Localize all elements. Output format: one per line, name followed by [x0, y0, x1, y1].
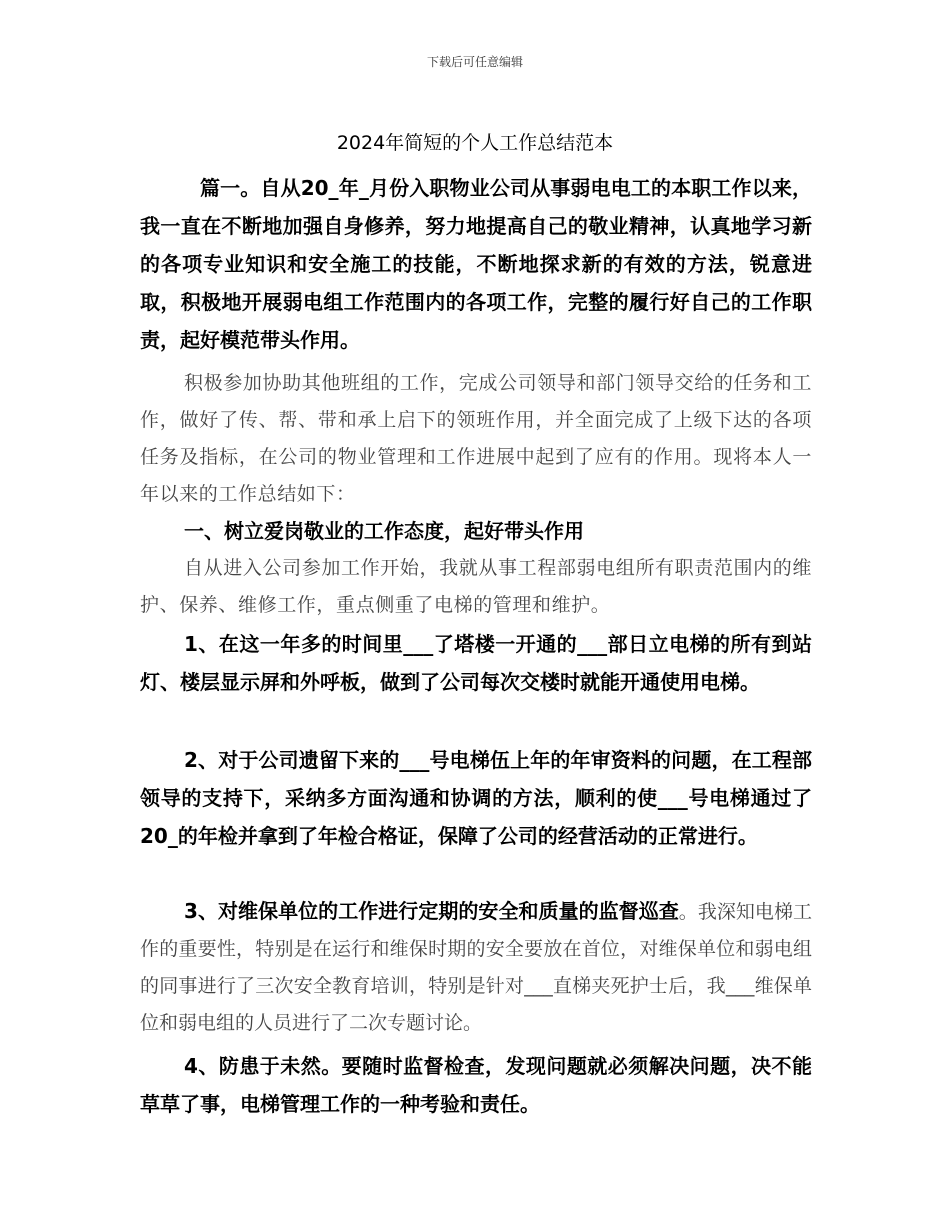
paragraph-text: 自从进入公司参加工作开始，我就从事工程部弱电组所有职责范围内的维护、保养、维修工作，重点侧重了电梯的管理和维护。 — [140, 557, 812, 616]
list-item-text: 2、对于公司遗留下来的___号电梯伍上年的年审资料的问题，在工程部领导的支持下，采纳多方面沟通和协调的方法，顺利的使___号电梯通过了20_的年检并拿到了年检合格证，保障了公司的经营活动的正常进行。 — [140, 748, 812, 848]
list-item-3 — [140, 893, 812, 1042]
list-item-1 — [140, 625, 812, 701]
heading-text: 一、树立爱岗敬业的工作态度，起好带头作用 — [184, 519, 584, 543]
paragraph-duties — [140, 550, 812, 624]
list-item-lead: 3、对维保单位的工作进行定期的安全和质量的监督巡查 — [184, 899, 679, 923]
section-heading-1 — [140, 512, 812, 550]
list-item-text: 4、防患于未然。要随时监督检查，发现问题就必须解决问题，决不能草草了事，电梯管理工作的一种考验和责任。 — [140, 1054, 812, 1116]
list-item-text: 1、在这一年多的时间里___了塔楼一开通的___部日立电梯的所有到站灯、楼层显示屏和外呼板，做到了公司每次交楼时就能开通使用电梯。 — [140, 632, 812, 694]
paragraph-overview — [140, 365, 812, 513]
list-item-2 — [140, 741, 812, 855]
paragraph-text: 篇一。自从20_年_月份入职物业公司从事弱电电工的本职工作以来，我一直在不断地加强自身修养，努力地提高自己的敬业精神，认真地学习新的各项专业知识和安全施工的技能，不断地探求新的有效的方法，锐意进取，积极地开展弱电组工作范围内的各项工作，完整的履行好自己的工作职责，起好模范带头作用。 — [140, 176, 812, 352]
document-title: 2024年简短的个人工作总结范本 — [336, 132, 614, 154]
list-item-text — [140, 893, 812, 1042]
paragraph-text: 积极参加协助其他班组的工作，完成公司领导和部门领导交给的任务和工作，做好了传、帮、带和承上启下的领班作用，并全面完成了上级下达的各项任务及指标，在公司的物业管理和工作进展中起到了应有的作用。现将本人一年以来的工作总结如下： — [140, 372, 812, 505]
paragraph-intro — [140, 169, 812, 359]
list-item-4 — [140, 1047, 812, 1123]
header-note: 下载后可任意编辑 — [426, 55, 523, 69]
list-item-body: 。我深知电梯工作的重要性，特别是在运行和维保时期的安全要放在首位，对维保单位和弱电组的同事进行了三次安全教育培训，特别是针对___直梯夹死护士后，我___维保单位和弱电组的人员进行了二次专题讨论。 — [140, 901, 812, 1034]
